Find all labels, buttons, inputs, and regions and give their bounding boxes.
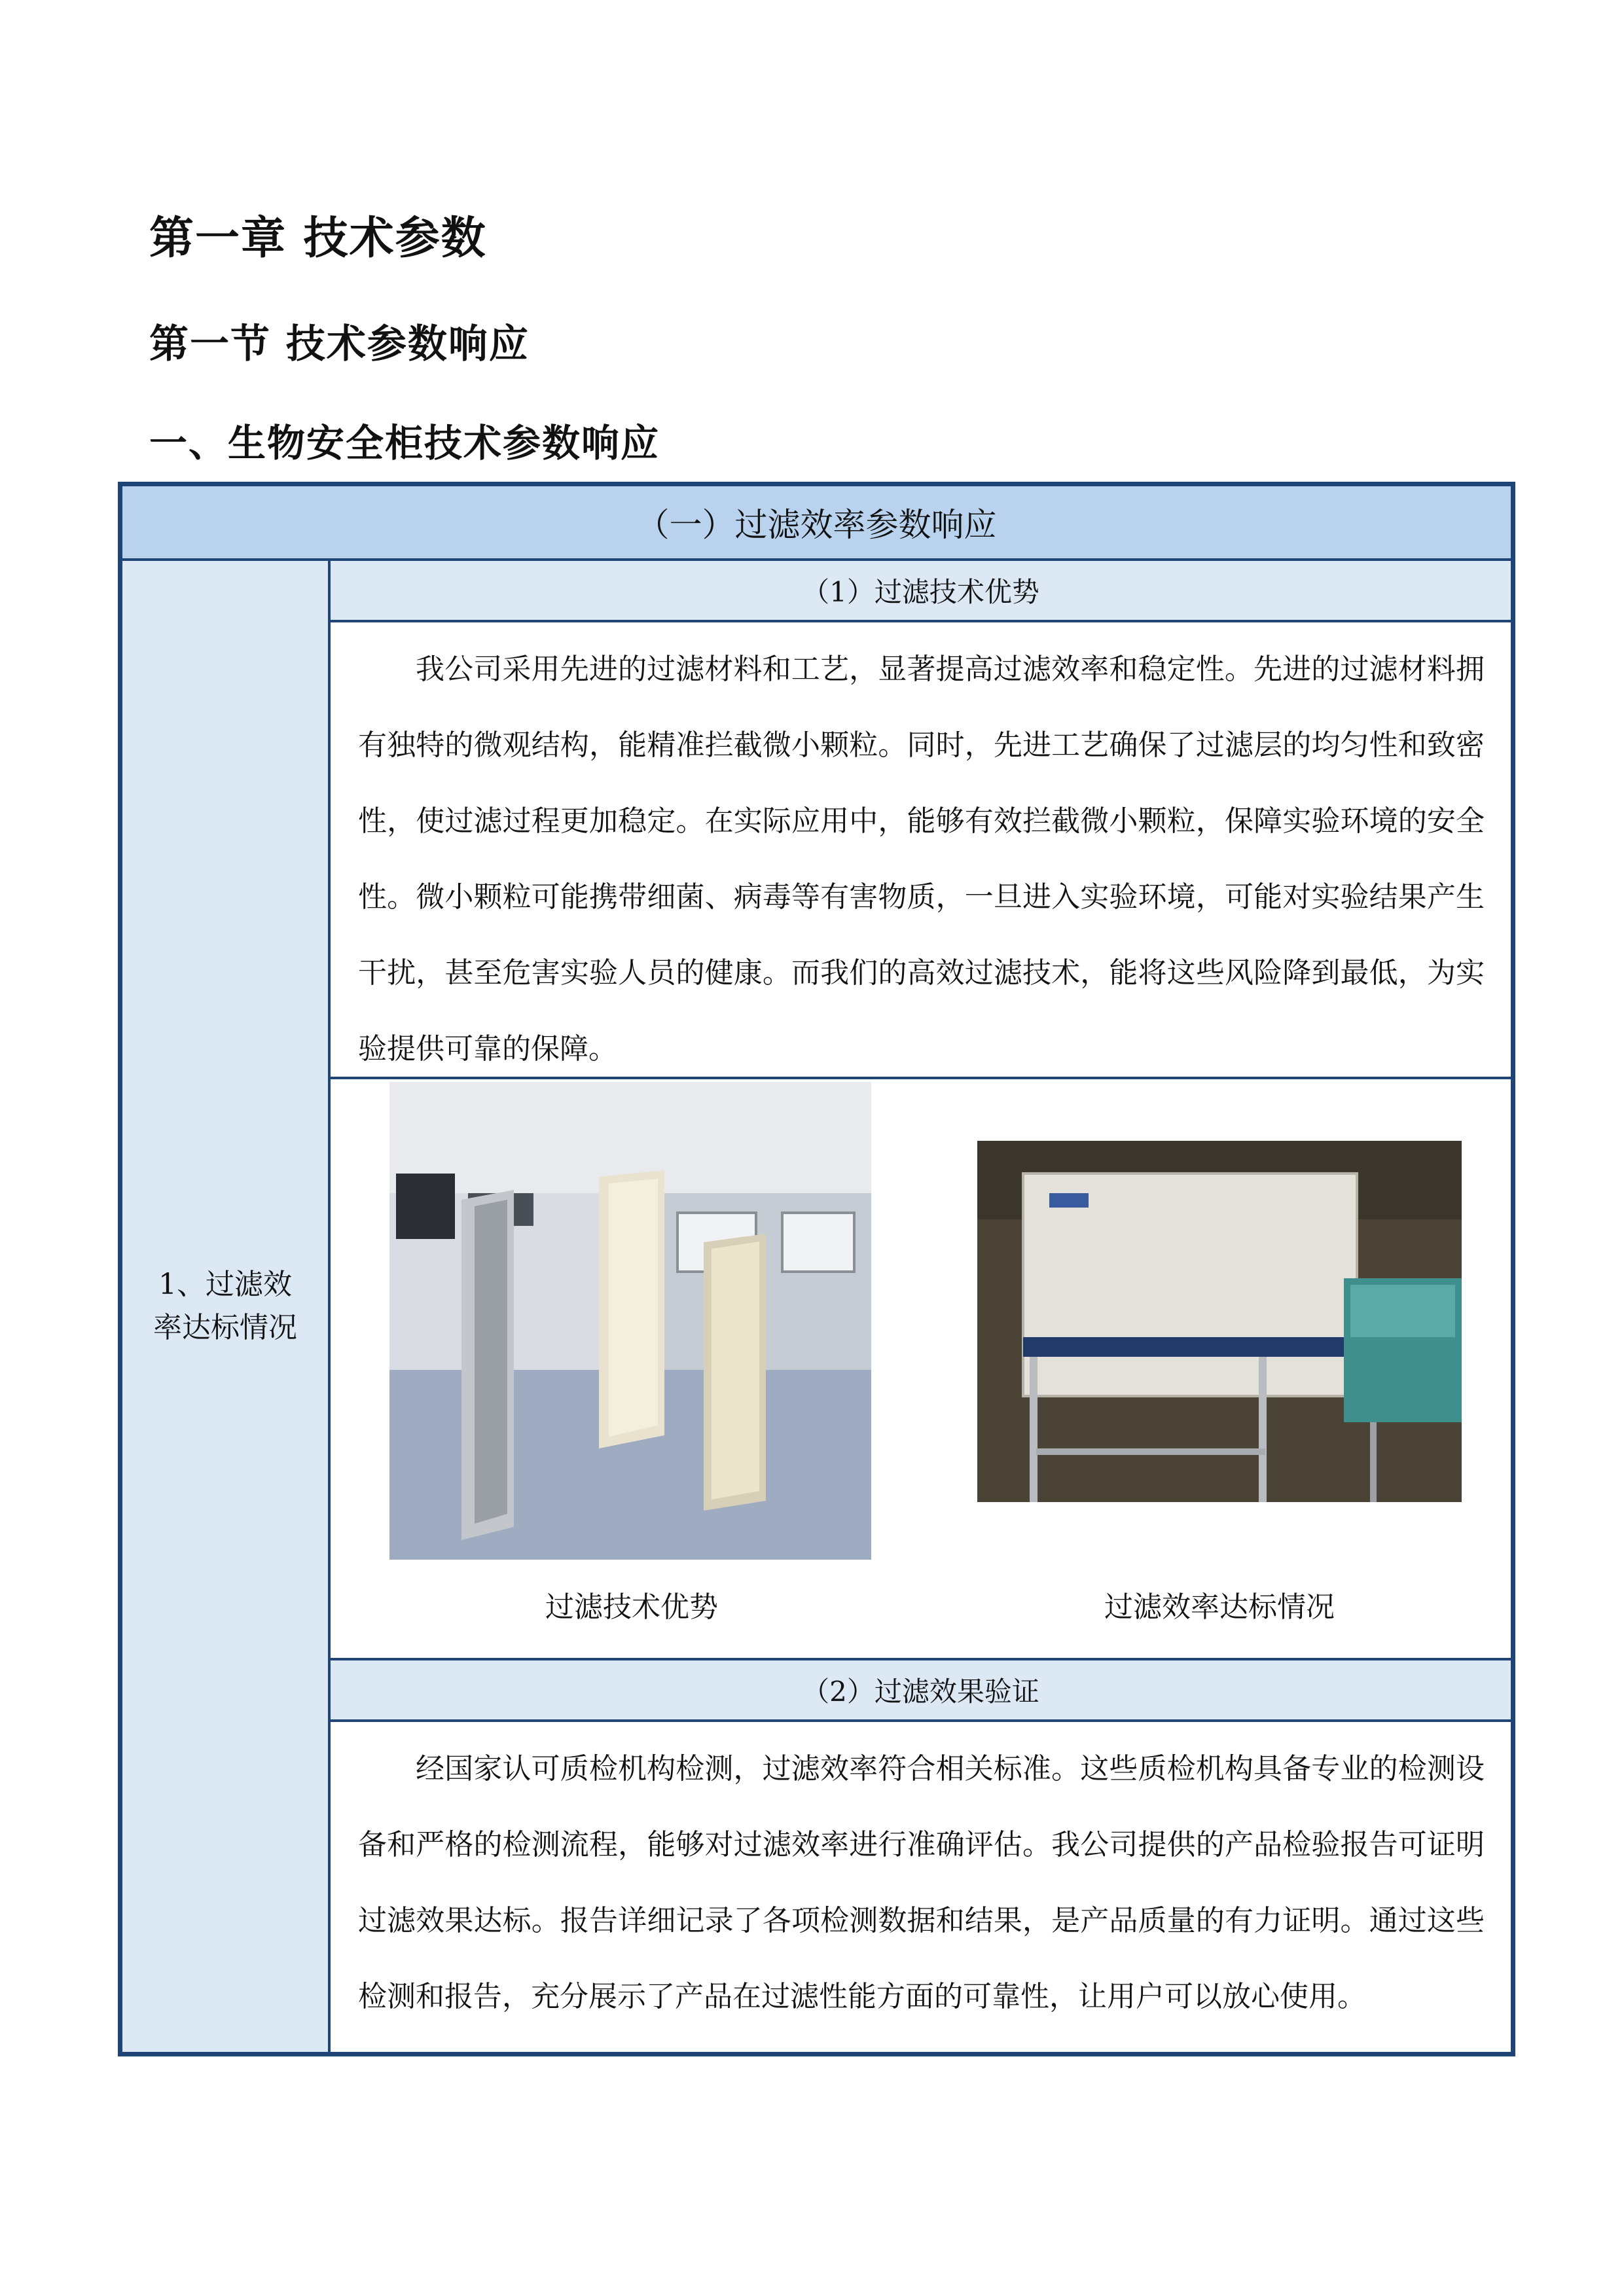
biosafety-cabinet-photo [977, 1141, 1462, 1502]
part1-title: （1）过滤技术优势 [331, 561, 1511, 622]
part2-paragraph: 经国家认可质检机构检测，过滤效率符合相关标准。这些质检机构具备专业的检测设备和严格的检测流程，能够对过滤效率进行准确评估。我公司提供的产品检验报告可证明过滤效果达标。报告详细记录了各项检测数据和结果，是产品质量的有力证明。通过这些检测和报告，充分展示了产品在过滤性能方面的可靠性，让用户可以放心使用。 [358, 1752, 1485, 2013]
table-header: （一）过滤效率参数响应 [122, 486, 1511, 561]
section-title: 第一节 技术参数响应 [149, 321, 530, 367]
chapter-title: 第一章 技术参数 [149, 213, 487, 264]
part1-paragraph: 我公司采用先进的过滤材料和工艺，显著提高过滤效率和稳定性。先进的过滤材料拥有独特的微观结构，能精准拦截微小颗粒。同时，先进工艺确保了过滤层的均匀性和致密性，使过滤过程更加稳定。在实际应用中，能够有效拦截微小颗粒，保障实验环境的安全性。微小颗粒可能携带细菌、病毒等有害物质，一旦进入实验环境，可能对实验结果产生干扰，甚至危害实验人员的健康。而我们的高效过滤技术，能将这些风险降到最低，为实验提供可靠的保障。 [358, 653, 1485, 1066]
filter-panels-photo [389, 1082, 871, 1560]
part2-text-cell [331, 1722, 1511, 2052]
part2-title: （2）过滤效果验证 [331, 1660, 1511, 1722]
row-label-text: 1、过滤效率达标情况 [153, 1268, 297, 1344]
image-row [331, 1079, 1511, 1660]
row-label [122, 561, 331, 2052]
part1-text-cell [331, 622, 1511, 1079]
subsection-title: 一、生物安全柜技术参数响应 [149, 421, 660, 465]
image-caption-2: 过滤效率达标情况 [1104, 1590, 1335, 1624]
parameter-table [118, 482, 1515, 2056]
image-caption-1: 过滤技术优势 [545, 1590, 718, 1624]
